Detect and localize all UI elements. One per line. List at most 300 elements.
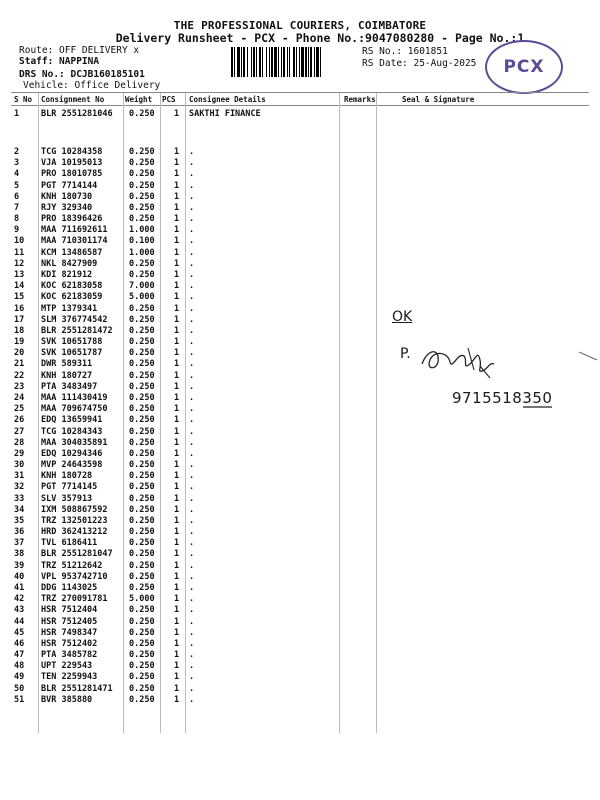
runsheet-subtitle: Delivery Runsheet - PCX - Phone No.:9047080280 - Page No.:1 (115, 31, 525, 45)
row-pcs: 1 (174, 180, 180, 191)
barcode-bar (301, 47, 304, 77)
col-weight: Weight (125, 95, 153, 104)
row-sno: 50 (14, 683, 25, 694)
row-weight: 0.250 (129, 504, 155, 515)
table-row (0, 348, 600, 359)
row-consignee: . (189, 504, 195, 515)
row-pcs: 1 (174, 616, 180, 627)
barcode-bar (271, 47, 273, 77)
row-consignment-no: EDQ 10294346 (41, 448, 103, 459)
row-pcs: 1 (174, 202, 180, 213)
row-weight: 0.250 (129, 109, 155, 119)
row-sno: 4 (14, 169, 20, 180)
row-pcs: 1 (174, 493, 180, 504)
barcode-bar (281, 47, 282, 77)
row-sno: 8 (14, 214, 20, 225)
row-pcs: 1 (174, 460, 180, 471)
row-consignee: . (189, 258, 195, 269)
row-consignment-no: PTA 3485782 (41, 650, 98, 661)
barcode-bar (269, 47, 270, 77)
table-row (0, 427, 600, 438)
barcode-bar (310, 47, 312, 77)
row-sno: 3 (14, 158, 20, 169)
row-pcs: 1 (174, 404, 180, 415)
barcode-bar (253, 47, 255, 77)
row-weight: 0.250 (129, 258, 155, 269)
row-consignee: . (189, 147, 195, 157)
row-weight: 0.250 (129, 180, 155, 191)
row-consignee: . (189, 515, 195, 526)
row-sno: 29 (14, 448, 25, 459)
handwritten-phone: 9715518350 (452, 389, 553, 407)
row-consignee: . (189, 538, 195, 549)
row-sno: 31 (14, 471, 25, 482)
row-sno: 7 (14, 202, 20, 213)
table-row (0, 371, 600, 382)
table-row (0, 538, 600, 549)
row-sno: 37 (14, 538, 25, 549)
table-row (0, 181, 600, 192)
row-consignment-no: TRZ 270091781 (41, 594, 108, 605)
row-weight: 0.250 (129, 381, 155, 392)
row-consignment-no: KDI 821912 (41, 269, 93, 280)
row-weight: 0.250 (129, 415, 155, 426)
row-consignment-no: MAA 709674750 (41, 404, 108, 415)
row-weight: 0.250 (129, 359, 155, 370)
table-row (0, 337, 600, 348)
row-consignee: . (189, 269, 195, 280)
row-weight: 0.250 (129, 627, 155, 638)
row-sno: 47 (14, 650, 25, 661)
barcode-bar (293, 47, 295, 77)
row-consignee: . (189, 415, 195, 426)
row-sno: 26 (14, 415, 25, 426)
row-consignee: . (189, 169, 195, 180)
row-pcs: 1 (174, 661, 180, 672)
barcode-bar (314, 47, 315, 77)
table-row (0, 549, 600, 560)
row-sno: 32 (14, 482, 25, 493)
row-consignment-no: TCG 10284343 (41, 426, 103, 437)
row-pcs: 1 (174, 448, 180, 459)
row-weight: 0.250 (129, 515, 155, 526)
row-weight: 1.000 (129, 225, 155, 236)
barcode-bar (266, 47, 267, 77)
row-consignee: . (189, 303, 195, 314)
row-pcs: 1 (174, 683, 180, 694)
row-pcs: 1 (174, 527, 180, 538)
row-consignee: . (189, 325, 195, 336)
row-weight: 0.250 (129, 549, 155, 560)
row-consignment-no: DWR 589311 (41, 359, 93, 370)
row-sno: 49 (14, 672, 25, 683)
stamp-text: PCX (503, 57, 545, 77)
row-sno: 20 (14, 348, 25, 359)
table-row (0, 639, 600, 650)
row-weight: 0.100 (129, 236, 155, 247)
row-weight: 1.000 (129, 247, 155, 258)
row-consignee: . (189, 482, 195, 493)
row-weight: 0.250 (129, 426, 155, 437)
row-pcs: 1 (174, 370, 180, 381)
table-row (0, 292, 600, 303)
row-consignee: . (189, 672, 195, 683)
row-pcs: 1 (174, 571, 180, 582)
row-consignment-no: BLR 2551281472 (41, 325, 113, 336)
table-row (0, 248, 600, 259)
barcode-bar (241, 47, 242, 77)
row-sno: 51 (14, 694, 25, 705)
row-pcs: 1 (174, 605, 180, 616)
row-sno: 10 (14, 236, 25, 247)
barcode-bar (247, 47, 248, 77)
row-consignment-no: BLR 2551281046 (41, 109, 113, 119)
row-consignee: . (189, 571, 195, 582)
staff-label: Staff: NAPPINA (19, 56, 100, 67)
row-consignee: . (189, 560, 195, 571)
row-weight: 0.250 (129, 158, 155, 169)
row-weight: 0.250 (129, 392, 155, 403)
row-sno: 6 (14, 191, 20, 202)
row-weight: 0.250 (129, 694, 155, 705)
table-row (0, 192, 600, 203)
row-pcs: 1 (174, 314, 180, 325)
row-sno: 38 (14, 549, 25, 560)
row-consignment-no: BLR 2551281047 (41, 549, 113, 560)
row-weight: 0.250 (129, 191, 155, 202)
barcode-bar (259, 47, 261, 77)
row-pcs: 1 (174, 269, 180, 280)
row-consignee: . (189, 605, 195, 616)
row-pcs: 1 (174, 594, 180, 605)
row-weight: 0.250 (129, 202, 155, 213)
row-sno: 41 (14, 583, 25, 594)
row-consignee: . (189, 549, 195, 560)
row-pcs: 1 (174, 627, 180, 638)
col-pcs: PCS (162, 95, 176, 104)
row-pcs: 1 (174, 169, 180, 180)
row-weight: 0.250 (129, 437, 155, 448)
row-sno: 15 (14, 292, 25, 303)
row-pcs: 1 (174, 426, 180, 437)
row-sno: 21 (14, 359, 25, 370)
row-consignment-no: TVL 6186411 (41, 538, 98, 549)
row-consignee: . (189, 337, 195, 348)
row-weight: 0.250 (129, 269, 155, 280)
row-sno: 1 (14, 109, 20, 119)
table-row (0, 225, 600, 236)
col-consignment: Consignment No (41, 95, 105, 104)
row-consignment-no: VJA 10195013 (41, 158, 103, 169)
row-consignment-no: PGT 7714144 (41, 180, 98, 191)
row-weight: 0.250 (129, 605, 155, 616)
row-consignee: . (189, 493, 195, 504)
table-row (0, 214, 600, 225)
row-pcs: 1 (174, 638, 180, 649)
table-row (0, 270, 600, 281)
row-consignment-no: TEN 2259943 (41, 672, 98, 683)
table-row (0, 109, 600, 120)
row-weight: 0.250 (129, 471, 155, 482)
row-weight: 0.250 (129, 337, 155, 348)
row-consignee: . (189, 314, 195, 325)
row-pcs: 1 (174, 147, 180, 157)
row-consignment-no: TRZ 132501223 (41, 515, 108, 526)
row-weight: 0.250 (129, 214, 155, 225)
table-row (0, 494, 600, 505)
row-pcs: 1 (174, 359, 180, 370)
barcode-bar (308, 47, 309, 77)
row-sno: 14 (14, 281, 25, 292)
row-sno: 44 (14, 616, 25, 627)
col-sno: S No (14, 95, 33, 104)
table-row (0, 650, 600, 661)
row-weight: 0.250 (129, 303, 155, 314)
row-weight: 0.250 (129, 314, 155, 325)
barcode-bar (296, 47, 297, 77)
row-pcs: 1 (174, 538, 180, 549)
row-weight: 0.250 (129, 683, 155, 694)
row-pcs: 1 (174, 650, 180, 661)
row-consignee: . (189, 448, 195, 459)
row-sno: 9 (14, 225, 20, 236)
row-pcs: 1 (174, 109, 180, 119)
row-weight: 0.250 (129, 370, 155, 381)
barcode-bar (237, 47, 240, 77)
row-weight: 0.250 (129, 616, 155, 627)
row-pcs: 1 (174, 303, 180, 314)
table-row (0, 169, 600, 180)
company-title: THE PROFESSIONAL COURIERS, COIMBATORE (173, 19, 427, 32)
table-row (0, 281, 600, 292)
row-weight: 5.000 (129, 292, 155, 303)
row-sno: 34 (14, 504, 25, 515)
row-weight: 0.250 (129, 538, 155, 549)
table-row (0, 482, 600, 493)
row-consignee: . (189, 214, 195, 225)
row-weight: 0.250 (129, 672, 155, 683)
table-row (0, 158, 600, 169)
row-sno: 18 (14, 325, 25, 336)
row-consignee: . (189, 370, 195, 381)
row-consignee: . (189, 225, 195, 236)
barcode-bar (320, 47, 321, 77)
table-row (0, 516, 600, 527)
row-consignee: . (189, 460, 195, 471)
row-weight: 0.250 (129, 638, 155, 649)
row-consignee: . (189, 180, 195, 191)
row-sno: 17 (14, 314, 25, 325)
row-pcs: 1 (174, 583, 180, 594)
row-pcs: 1 (174, 381, 180, 392)
row-pcs: 1 (174, 348, 180, 359)
row-sno: 28 (14, 437, 25, 448)
pcx-stamp (485, 40, 563, 94)
row-pcs: 1 (174, 236, 180, 247)
row-consignee: SAKTHI FINANCE (189, 109, 261, 119)
row-consignee: . (189, 392, 195, 403)
row-weight: 7.000 (129, 281, 155, 292)
barcode-bar (251, 47, 252, 77)
row-consignment-no: PRO 18396426 (41, 214, 103, 225)
row-pcs: 1 (174, 471, 180, 482)
barcode-bar (274, 47, 277, 77)
row-consignment-no: MAA 710301174 (41, 236, 108, 247)
row-consignment-no: IXM 508867592 (41, 504, 108, 515)
handwritten-signature-initial: P. (400, 346, 411, 362)
row-pcs: 1 (174, 325, 180, 336)
row-pcs: 1 (174, 258, 180, 269)
table-row (0, 438, 600, 449)
row-pcs: 1 (174, 415, 180, 426)
row-consignment-no: EDQ 13659941 (41, 415, 103, 426)
row-consignment-no: TRZ 51212642 (41, 560, 103, 571)
row-consignment-no: MAA 304035891 (41, 437, 108, 448)
handwritten-ok: OK (392, 309, 413, 325)
vehicle-label: Vehicle: Office Delivery (23, 80, 161, 91)
row-consignment-no: PTA 3483497 (41, 381, 98, 392)
row-weight: 0.250 (129, 650, 155, 661)
row-consignee: . (189, 437, 195, 448)
col-seal: Seal & Signature (402, 95, 475, 104)
row-consignment-no: MVP 24643598 (41, 460, 103, 471)
row-consignment-no: DDG 1143025 (41, 583, 98, 594)
row-consignment-no: MTP 1379341 (41, 303, 98, 314)
row-sno: 45 (14, 627, 25, 638)
row-consignee: . (189, 381, 195, 392)
table-row (0, 561, 600, 572)
row-consignee: . (189, 694, 195, 705)
row-consignee: . (189, 616, 195, 627)
barcode-bar (287, 47, 288, 77)
barcode-bar (231, 47, 233, 77)
row-consignee: . (189, 348, 195, 359)
row-weight: 0.250 (129, 493, 155, 504)
table-row (0, 460, 600, 471)
row-consignee: . (189, 627, 195, 638)
row-pcs: 1 (174, 482, 180, 493)
row-sno: 23 (14, 381, 25, 392)
row-pcs: 1 (174, 281, 180, 292)
table-row (0, 583, 600, 594)
margin-stroke (578, 350, 598, 362)
barcode-bar (262, 47, 263, 77)
barcode-bar (278, 47, 279, 77)
row-sno: 36 (14, 527, 25, 538)
row-consignment-no: VPL 953742710 (41, 571, 108, 582)
row-pcs: 1 (174, 560, 180, 571)
row-consignee: . (189, 661, 195, 672)
row-sno: 27 (14, 426, 25, 437)
row-consignment-no: PGT 7714145 (41, 482, 98, 493)
row-sno: 5 (14, 180, 20, 191)
row-consignee: . (189, 404, 195, 415)
row-pcs: 1 (174, 191, 180, 202)
barcode-bar (316, 47, 319, 77)
row-consignee: . (189, 471, 195, 482)
row-consignee: . (189, 158, 195, 169)
row-consignment-no: UPT 229543 (41, 661, 93, 672)
row-consignee: . (189, 638, 195, 649)
row-weight: 0.250 (129, 448, 155, 459)
table-row (0, 259, 600, 270)
barcode (231, 47, 358, 77)
row-consignment-no: RJY 329340 (41, 202, 93, 213)
barcode-bar (256, 47, 257, 77)
row-consignment-no: BVR 385880 (41, 694, 93, 705)
table-row (0, 695, 600, 706)
row-pcs: 1 (174, 504, 180, 515)
row-pcs: 1 (174, 392, 180, 403)
row-consignee: . (189, 202, 195, 213)
table-row (0, 147, 600, 158)
table-row (0, 304, 600, 315)
row-sno: 2 (14, 147, 20, 157)
table-row (0, 684, 600, 695)
row-sno: 46 (14, 638, 25, 649)
row-consignment-no: HSR 7512405 (41, 616, 98, 627)
row-consignment-no: TCG 10284358 (41, 147, 103, 157)
table-row (0, 527, 600, 538)
row-consignee: . (189, 683, 195, 694)
row-consignment-no: MAA 111430419 (41, 392, 108, 403)
row-sno: 12 (14, 258, 25, 269)
barcode-bar (305, 47, 307, 77)
row-sno: 35 (14, 515, 25, 526)
table-row (0, 572, 600, 583)
row-consignment-no: KNH 180727 (41, 370, 93, 381)
row-consignment-no: PRO 18010785 (41, 169, 103, 180)
barcode-bar (299, 47, 300, 77)
row-weight: 5.000 (129, 594, 155, 605)
row-consignment-no: KOC 62183058 (41, 281, 103, 292)
row-consignment-no: SVK 10651787 (41, 348, 103, 359)
row-consignment-no: HSR 7512404 (41, 605, 98, 616)
row-pcs: 1 (174, 549, 180, 560)
row-weight: 0.250 (129, 348, 155, 359)
table-row (0, 236, 600, 247)
row-sno: 48 (14, 661, 25, 672)
row-sno: 33 (14, 493, 25, 504)
table-top-rule (11, 92, 589, 93)
table-row (0, 594, 600, 605)
row-consignment-no: NKL 8427909 (41, 258, 98, 269)
row-sno: 11 (14, 247, 25, 258)
row-weight: 0.250 (129, 527, 155, 538)
row-sno: 39 (14, 560, 25, 571)
row-consignment-no: KNH 180728 (41, 471, 93, 482)
row-consignee: . (189, 191, 195, 202)
phone-underline (522, 404, 554, 410)
table-row (0, 449, 600, 460)
row-consignee: . (189, 426, 195, 437)
barcode-bar (234, 47, 235, 77)
row-weight: 0.250 (129, 661, 155, 672)
row-sno: 22 (14, 370, 25, 381)
col-consignee: Consignee Details (189, 95, 266, 104)
row-consignee: . (189, 527, 195, 538)
row-consignee: . (189, 247, 195, 258)
row-consignment-no: KOC 62183059 (41, 292, 103, 303)
table-header-rule (11, 105, 589, 106)
row-weight: 0.250 (129, 169, 155, 180)
row-consignment-no: MAA 711692611 (41, 225, 108, 236)
row-sno: 43 (14, 605, 25, 616)
rs-date: RS Date: 25-Aug-2025 (362, 58, 477, 69)
row-sno: 24 (14, 392, 25, 403)
route-label: Route: OFF DELIVERY x (19, 45, 140, 56)
row-sno: 40 (14, 571, 25, 582)
